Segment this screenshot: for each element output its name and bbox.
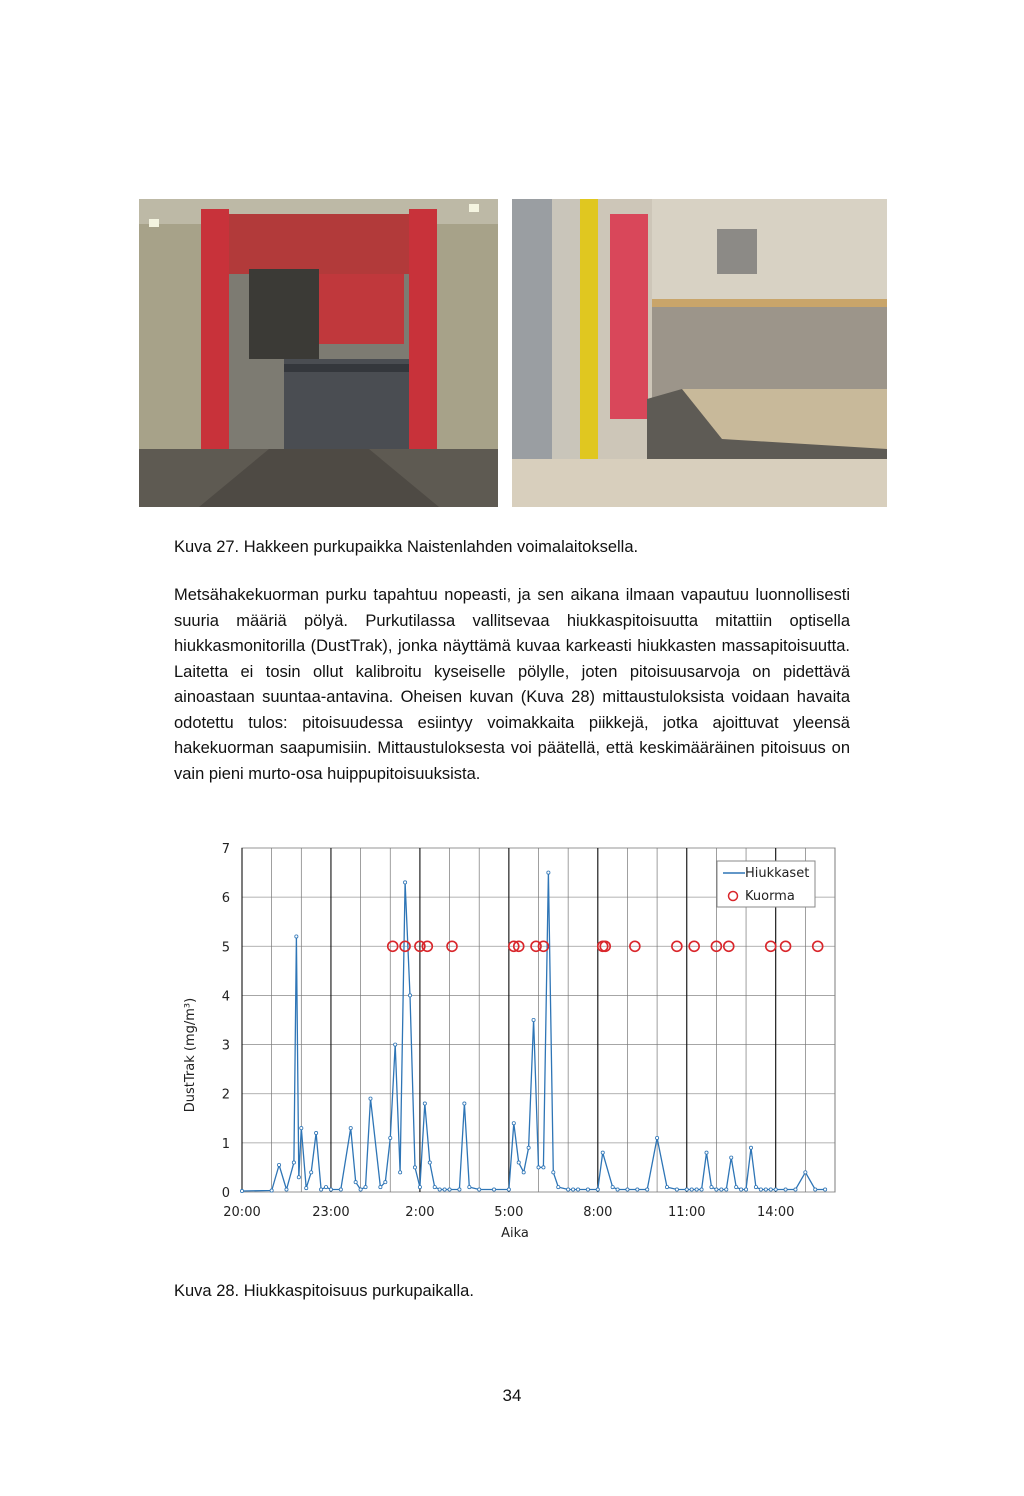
hiukkaset-point (364, 1185, 367, 1188)
hiukkaset-point (394, 1043, 397, 1046)
hiukkaset-point (507, 1188, 510, 1191)
hiukkaset-point (769, 1188, 772, 1191)
y-tick-label: 4 (221, 989, 230, 1005)
hiukkaset-point (596, 1188, 599, 1191)
x-axis-label: Aika (501, 1226, 529, 1241)
hiukkaset-point (557, 1185, 560, 1188)
hiukkaset-point (512, 1122, 515, 1125)
hiukkaset-point (448, 1188, 451, 1191)
unloading-bay-photo-right (512, 199, 887, 507)
hiukkaset-point (399, 1171, 402, 1174)
legend-label-kuorma: Kuorma (745, 889, 795, 904)
y-tick-label: 2 (221, 1087, 230, 1103)
body-paragraph: Metsähakekuorman purku tapahtuu nopeasti, ja sen aikana ilmaan vapautuu luonnollisesti suuria määriä pölyä. Purkutilassa vallitsevaa hiukkaspitoisuutta mitattiin optisella hiukkasmonitorilla (DustTrak), jonka näyttämä kuvaa karkeasti hiukkasten massapitoisuutta. Laitetta ei tosin ollut kalibroitu kyseiselle pölylle, joten pitoisuusarvoja on pidettävä ainoastaan suuntaa-antavina. Oheisen kuvan (Kuva 28) mittaustuloksista voidaan havaita odotettu tulos: pitoisuudessa esiintyy voimakkaita piikkejä, jotka ajoittuvat yleensä hakekuorman saapumisiin. Mittaustuloksesta voi päätellä, että keskimääräinen pitoisuus on vain pieni murto-osa huippupitoisuuksista. (174, 586, 850, 783)
hiukkaset-point (517, 1161, 520, 1164)
hiukkaset-point (710, 1185, 713, 1188)
hiukkaset-point (458, 1188, 461, 1191)
hiukkaset-point (705, 1151, 708, 1154)
hiukkaset-point (468, 1185, 471, 1188)
hiukkaset-point (339, 1188, 342, 1191)
hiukkaset-point (478, 1188, 481, 1191)
hiukkaset-point (675, 1188, 678, 1191)
hiukkaset-point (277, 1163, 280, 1166)
hiukkaset-point (433, 1185, 436, 1188)
hiukkaset-point (616, 1188, 619, 1191)
hiukkaset-point (403, 881, 406, 884)
hiukkaset-point (492, 1188, 495, 1191)
hiukkaset-point (759, 1188, 762, 1191)
hiukkaset-point (463, 1102, 466, 1105)
hiukkaset-point (270, 1189, 273, 1192)
hopper-image (512, 199, 887, 507)
dust-concentration-chart (170, 830, 850, 1250)
hiukkaset-point (240, 1189, 243, 1192)
hiukkaset-point (626, 1188, 629, 1191)
hiukkaset-point (601, 1151, 604, 1154)
hiukkaset-point (552, 1171, 555, 1174)
hiukkaset-point (725, 1188, 728, 1191)
hiukkaset-point (305, 1186, 308, 1189)
hiukkaset-point (665, 1185, 668, 1188)
hiukkaset-point (804, 1171, 807, 1174)
hiukkaset-point (379, 1185, 382, 1188)
hiukkaset-point (329, 1188, 332, 1191)
y-tick-label: 5 (221, 940, 230, 956)
hiukkaset-point (784, 1188, 787, 1191)
hiukkaset-point (292, 1161, 295, 1164)
hiukkaset-point (764, 1188, 767, 1191)
page-number: 34 (502, 1386, 522, 1405)
hiukkaset-point (715, 1188, 718, 1191)
hiukkaset-point (295, 935, 298, 938)
hiukkaset-point (384, 1181, 387, 1184)
hiukkaset-point (636, 1188, 639, 1191)
unloading-bay-image (139, 199, 498, 507)
hiukkaset-point (586, 1188, 589, 1191)
unloading-bay-photo-left (139, 199, 498, 507)
hiukkaset-point (576, 1188, 579, 1191)
hiukkaset-point (695, 1188, 698, 1191)
hiukkaset-point (730, 1156, 733, 1159)
chart-legend (717, 861, 815, 907)
hiukkaset-point (408, 994, 411, 997)
y-tick-label: 3 (221, 1038, 230, 1054)
x-tick-label: 5:00 (494, 1205, 524, 1220)
hiukkaset-point (428, 1161, 431, 1164)
hiukkaset-point (740, 1188, 743, 1191)
hiukkaset-point (369, 1097, 372, 1100)
hiukkaset-point (532, 1018, 535, 1021)
hiukkaset-point (735, 1185, 738, 1188)
hiukkaset-point (324, 1185, 327, 1188)
hiukkaset-point (315, 1131, 318, 1134)
hiukkaset-point (749, 1146, 752, 1149)
hiukkaset-point (359, 1188, 362, 1191)
hiukkaset-point (754, 1185, 757, 1188)
hiukkaset-point (389, 1136, 392, 1139)
hiukkaset-point (438, 1188, 441, 1191)
hiukkaset-point (285, 1188, 288, 1191)
hiukkaset-point (690, 1188, 693, 1191)
y-tick-label: 6 (221, 891, 230, 907)
figure-27-caption: Kuva 27. Hakkeen purkupaikka Naistenlahden voimalaitoksella. (174, 538, 639, 556)
hiukkaset-point (310, 1171, 313, 1174)
hiukkaset-point (547, 871, 550, 874)
hiukkaset-point (656, 1136, 659, 1139)
hiukkaset-point (297, 1176, 300, 1179)
hiukkaset-point (774, 1188, 777, 1191)
x-tick-label: 2:00 (405, 1205, 435, 1220)
hiukkaset-point (744, 1188, 747, 1191)
hiukkaset-point (700, 1188, 703, 1191)
y-tick-label: 7 (221, 842, 230, 857)
figure-28-caption: Kuva 28. Hiukkaspitoisuus purkupaikalla. (174, 1282, 474, 1300)
x-tick-label: 11:00 (668, 1205, 706, 1220)
hiukkaset-point (418, 1185, 421, 1188)
hiukkaset-point (814, 1188, 817, 1191)
hiukkaset-point (537, 1166, 540, 1169)
hiukkaset-point (522, 1171, 525, 1174)
x-tick-label: 14:00 (756, 1205, 795, 1220)
hiukkaset-point (527, 1146, 530, 1149)
y-tick-label: 0 (221, 1186, 230, 1201)
hiukkaset-point (720, 1188, 723, 1191)
hiukkaset-point (542, 1166, 545, 1169)
hiukkaset-point (423, 1102, 426, 1105)
hiukkaset-point (300, 1127, 303, 1130)
hiukkaset-point (685, 1188, 688, 1191)
hiukkaset-point (443, 1188, 446, 1191)
hiukkaset-point (611, 1185, 614, 1188)
x-axis-ticks (223, 1205, 794, 1220)
y-tick-label: 1 (221, 1136, 230, 1152)
hiukkaset-point (646, 1188, 649, 1191)
y-axis-label: DustTrak (mg/m³) (183, 997, 198, 1113)
x-tick-label: 8:00 (583, 1205, 613, 1220)
hiukkaset-point (824, 1188, 827, 1191)
hiukkaset-point (567, 1188, 570, 1191)
x-tick-label: 20:00 (223, 1205, 261, 1220)
hiukkaset-point (413, 1166, 416, 1169)
x-tick-label: 23:00 (312, 1205, 350, 1220)
hiukkaset-point (319, 1188, 322, 1191)
hiukkaset-point (349, 1127, 352, 1130)
hiukkaset-point (794, 1188, 797, 1191)
hiukkaset-point (571, 1188, 574, 1191)
y-axis-ticks (222, 842, 230, 1201)
hiukkaset-point (354, 1181, 357, 1184)
legend-label-hiukkaset: Hiukkaset (745, 866, 810, 881)
